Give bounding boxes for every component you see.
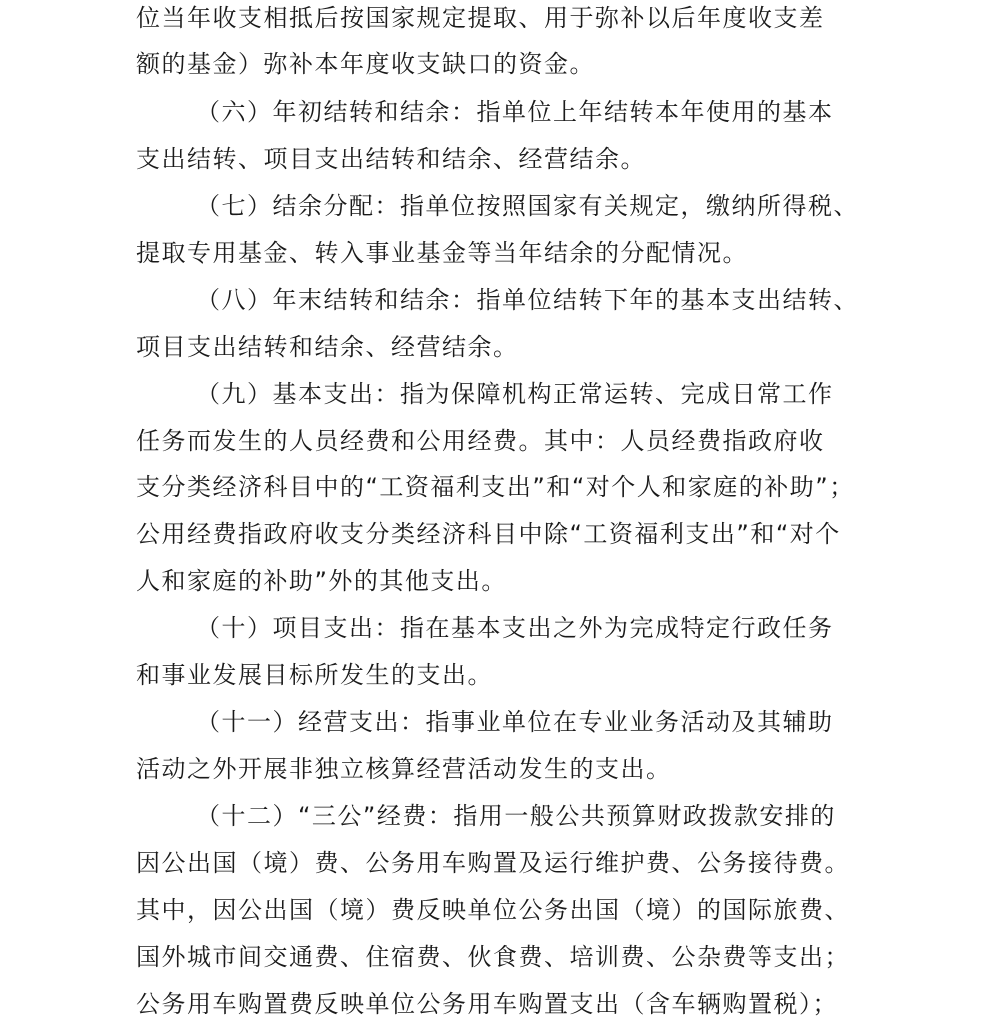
text-line: 公用经费指政府收支分类经济科目中除“工资福利支出”和“对个: [136, 520, 841, 548]
text-line: 公务用车购置费反映单位公务用车购置支出（含车辆购置税）；: [136, 990, 838, 1018]
paragraph-8-heading-line: （八）年末结转和结余：指单位结转下年的基本支出结转、: [196, 286, 859, 314]
text-line: 活动之外开展非独立核算经营活动发生的支出。: [136, 755, 672, 783]
text-line: 国外城市间交通费、住宿费、伙食费、培训费、公杂费等支出；: [136, 943, 850, 971]
text-line: 任务而发生的人员经费和公用经费。其中：人员经费指政府收: [136, 427, 825, 455]
paragraph-6-heading-line: （六）年初结转和结余：指单位上年结转本年使用的基本: [196, 98, 834, 126]
text-line: 支分类经济科目中的“工资福利支出”和“对个人和家庭的补助”；: [136, 473, 855, 501]
text-line: 支出结转、项目支出结转和结余、经营结余。: [136, 145, 646, 173]
paragraph-9-heading-line: （九）基本支出：指为保障机构正常运转、完成日常工作: [196, 380, 834, 408]
text-line: 人和家庭的补助”外的其他支出。: [136, 567, 507, 595]
text-line: 和事业发展目标所发生的支出。: [136, 661, 493, 689]
paragraph-11-heading-line: （十一）经营支出：指事业单位在专业业务活动及其辅助: [196, 708, 834, 736]
paragraph-12-heading-line: （十二）“三公”经费：指用一般公共预算财政拨款安排的: [196, 802, 836, 830]
text-line: 其中，因公出国（境）费反映单位公务出国（境）的国际旅费、: [136, 896, 850, 924]
text-line: 项目支出结转和结余、经营结余。: [136, 333, 519, 361]
text-line: 位当年收支相抵后按国家规定提取、用于弥补以后年度收支差: [136, 4, 825, 32]
text-line: 提取专用基金、转入事业基金等当年结余的分配情况。: [136, 239, 748, 267]
text-line: 额的基金）弥补本年度收支缺口的资金。: [136, 50, 595, 78]
text-line: 因公出国（境）费、公务用车购置及运行维护费、公务接待费。: [136, 849, 850, 877]
paragraph-10-heading-line: （十）项目支出：指在基本支出之外为完成特定行政任务: [196, 614, 834, 642]
paragraph-7-heading-line: （七）结余分配：指单位按照国家有关规定，缴纳所得税、: [196, 192, 859, 220]
